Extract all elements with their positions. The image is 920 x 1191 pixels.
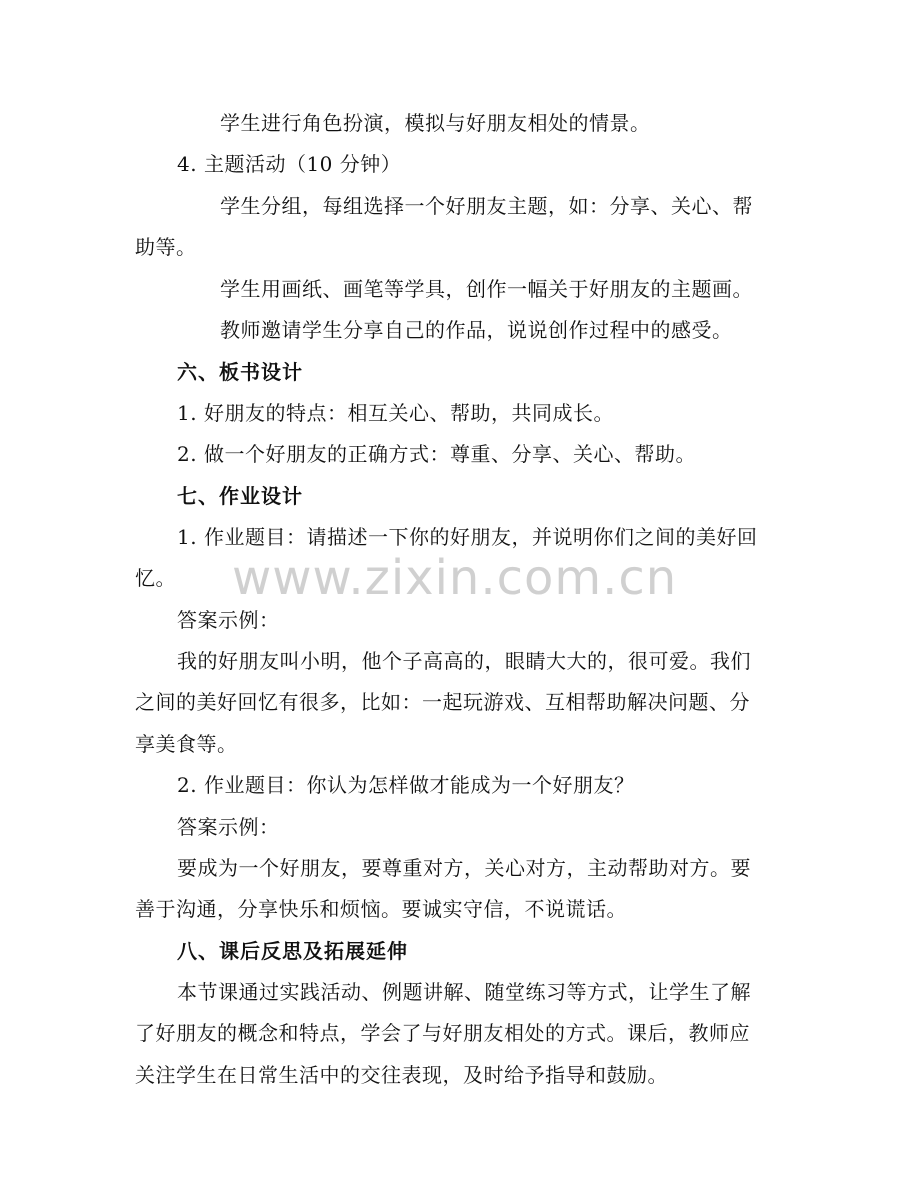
section-heading: 七、作业设计 (177, 484, 303, 508)
paragraph-line: 我的好朋友叫小明，他个子高高的，眼睛大大的，很可爱。我们 (177, 649, 751, 673)
paragraph-line: 忆。 (135, 566, 176, 590)
paragraph-line: 享美食等。 (135, 732, 238, 756)
list-item: 1. 作业题目：请描述一下你的好朋友，并说明你们之间的美好回 (177, 525, 758, 549)
paragraph-line: 之间的美好回忆有很多，比如：一起玩游戏、互相帮助解决问题、分 (135, 690, 750, 714)
paragraph-line: 了好朋友的概念和特点，学会了与好朋友相处的方式。课后，教师应 (135, 1021, 750, 1045)
paragraph-line: 本节课通过实践活动、例题讲解、随堂练习等方式，让学生了解 (177, 980, 751, 1004)
list-item-heading: 4. 主题活动（10 分钟） (177, 152, 402, 176)
paragraph-line: 教师邀请学生分享自己的作品，说说创作过程中的感受。 (220, 318, 733, 342)
list-item: 2. 作业题目：你认为怎样做才能成为一个好朋友？ (177, 773, 635, 797)
answer-label: 答案示例： (177, 608, 280, 632)
list-item: 2. 做一个好朋友的正确方式：尊重、分享、关心、帮助。 (177, 442, 696, 466)
section-heading: 八、课后反思及拓展延伸 (177, 939, 408, 963)
section-heading: 六、板书设计 (177, 360, 303, 384)
paragraph-line: 关注学生在日常生活中的交往表现，及时给予指导和鼓励。 (135, 1063, 668, 1087)
answer-label: 答案示例： (177, 815, 280, 839)
paragraph-line: 学生用画纸、画笔等学具，创作一幅关于好朋友的主题画。 (220, 277, 753, 301)
paragraph-line: 要成为一个好朋友，要尊重对方，关心对方，主动帮助对方。要 (177, 856, 751, 880)
paragraph-line: 学生进行角色扮演，模拟与好朋友相处的情景。 (220, 111, 651, 135)
paragraph-line: 学生分组，每组选择一个好朋友主题，如：分享、关心、帮 (220, 194, 753, 218)
paragraph-line: 助等。 (135, 235, 197, 259)
paragraph-line: 善于沟通，分享快乐和烦恼。要诚实守信，不说谎话。 (135, 897, 627, 921)
watermark: www.zixin.com.cn (232, 550, 678, 606)
list-item: 1. 好朋友的特点：相互关心、帮助，共同成长。 (177, 401, 614, 425)
